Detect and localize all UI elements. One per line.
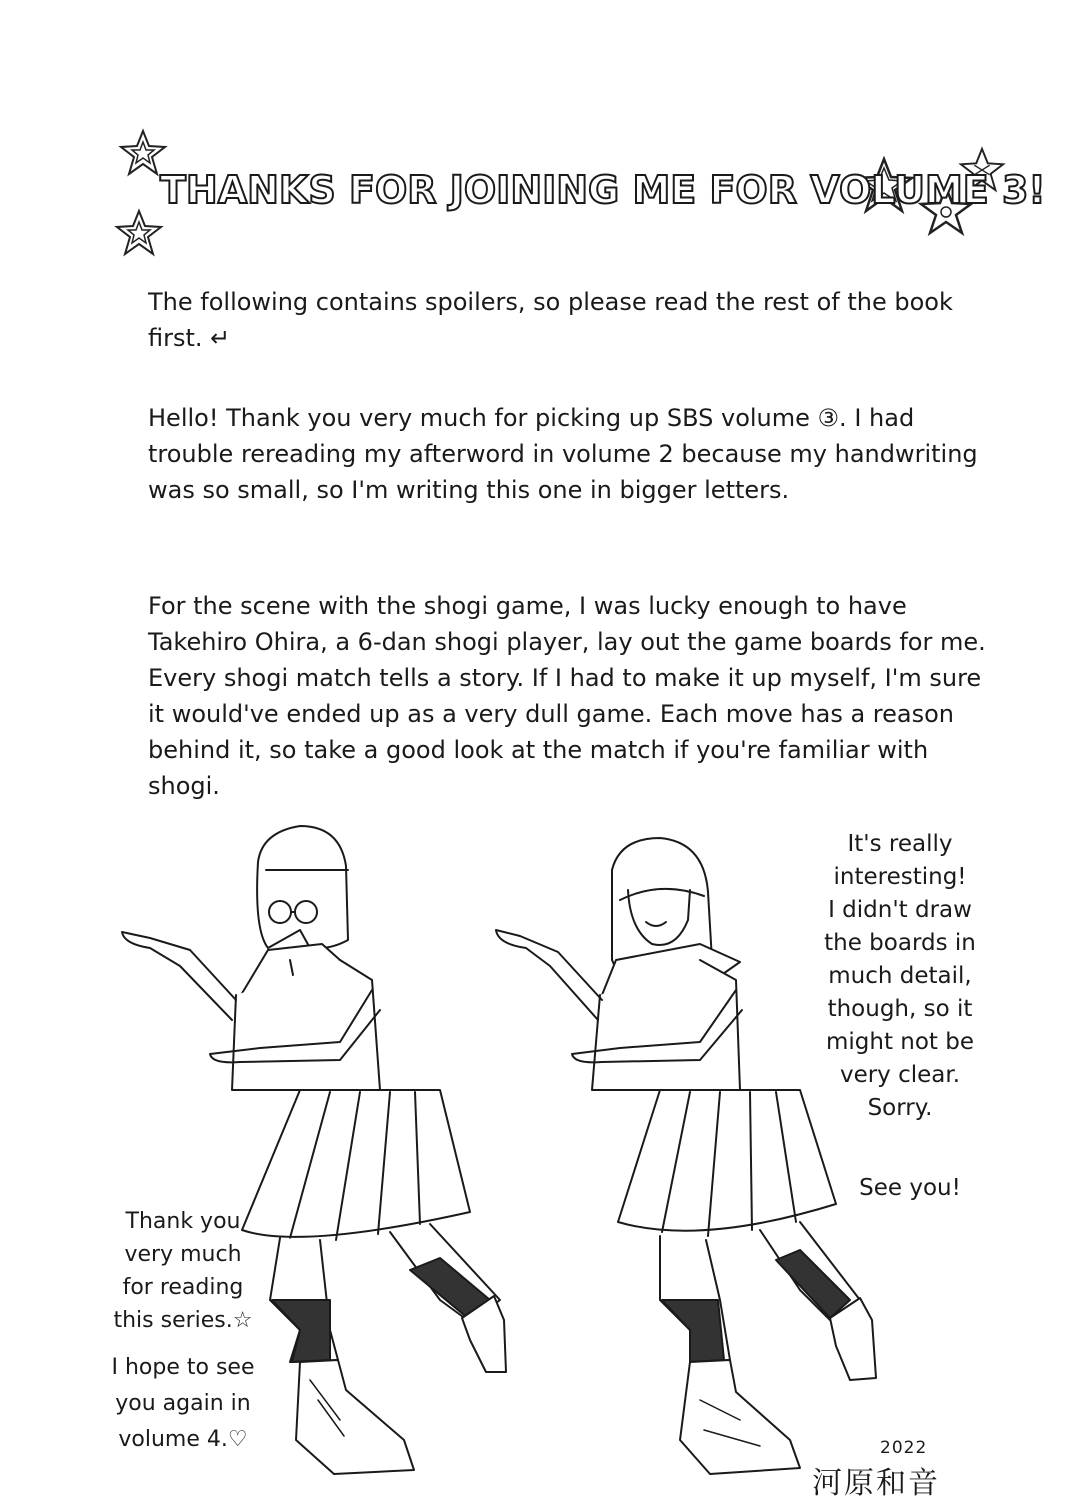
farewell-text: See you! <box>859 1175 961 1201</box>
left-note-line: volume 4.♡ <box>118 1427 248 1452</box>
hello-paragraph: Hello! Thank you very much for picking up SBS volume ③. I had trouble rereading my afterword in volume 2 because my handwriting was so small, so I'm writing this one in bigger letters. <box>148 404 978 504</box>
right-note-line: though, so it <box>827 996 973 1022</box>
left-note-line: very much <box>124 1242 242 1267</box>
spoiler-warning: The following contains spoilers, so please read the rest of the book first. ↵ <box>148 288 953 352</box>
left-thanks-note <box>88 1205 278 1337</box>
left-note-line: Thank you <box>125 1209 241 1234</box>
right-note <box>780 828 1020 1125</box>
shogi-paragraph: For the scene with the shogi game, I was lucky enough to have Takehiro Ohira, a 6-dan shogi player, lay out the game boards for me. Every shogi match tells a story. If I had to make it up myself, I'm sure it would've ended up as a very dull game. Each move has a reason behind it, so take a good look at the match if you're familiar with shogi. <box>148 592 986 800</box>
right-note-line: the boards in <box>824 930 976 956</box>
right-note-line: very clear. <box>839 1062 961 1088</box>
signature-year: 2022 <box>880 1438 928 1458</box>
left-note-line: this series.☆ <box>113 1308 253 1333</box>
right-note-line: Sorry. <box>867 1095 933 1121</box>
right-note-line: It's really <box>847 831 953 857</box>
left-note-line: you again in <box>115 1391 251 1416</box>
right-note-line: interesting! <box>833 864 967 890</box>
right-note-line: might not be <box>825 1029 975 1055</box>
left-hope-note <box>88 1350 278 1458</box>
right-note-line: I didn't draw <box>828 897 972 923</box>
page-title: THANKS FOR JOINING ME FOR VOLUME 3! <box>160 168 1046 212</box>
left-note-line: for reading <box>122 1275 244 1300</box>
left-note-line: I hope to see <box>111 1355 255 1380</box>
right-note-line: much detail, <box>828 963 972 989</box>
author-signature: 河原和音 <box>812 1466 940 1500</box>
